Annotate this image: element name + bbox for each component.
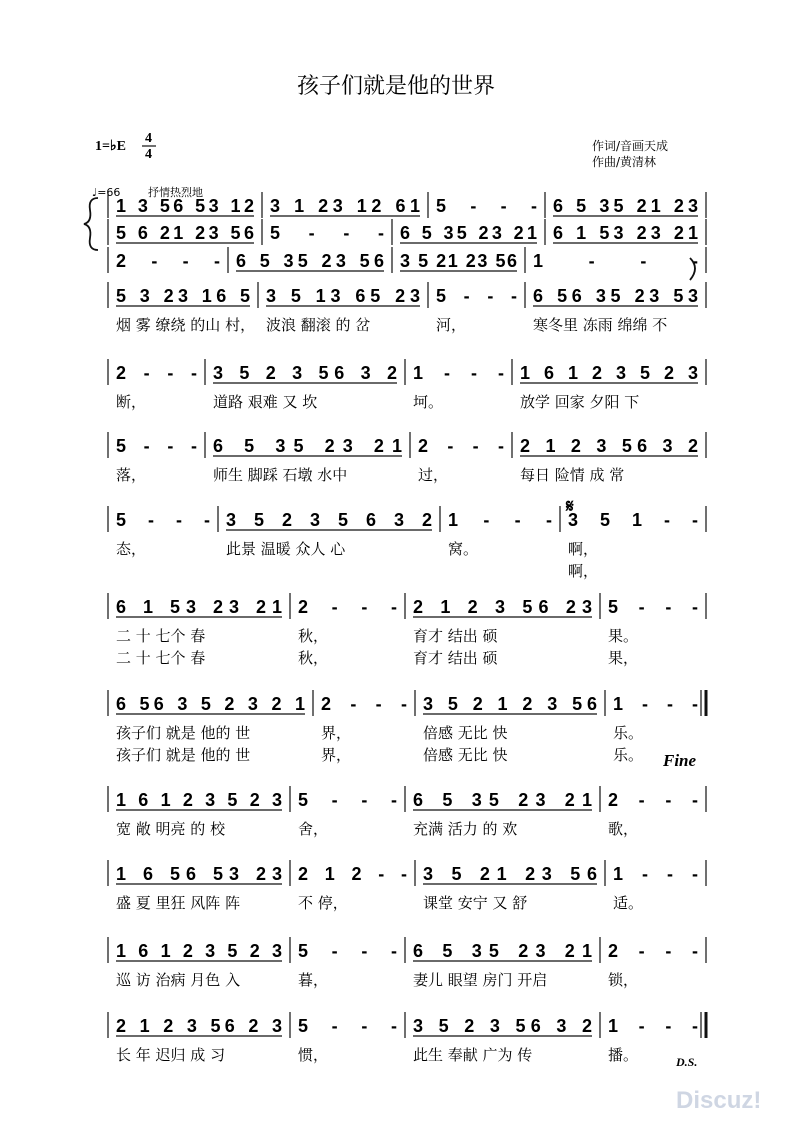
tempo-mark: ♩=66 (92, 186, 121, 199)
lyric-text: 育才 结出 硕 (413, 649, 498, 667)
measure-notes: 3 5 1 - - (568, 510, 698, 530)
measure-notes: 5 - - - (436, 286, 517, 306)
measure-notes: 5 - - - (116, 510, 210, 530)
measure-notes: 2 1 2 - - (298, 864, 407, 884)
lyric-text: 妻儿 眼望 房门 开启 (413, 971, 548, 989)
lyric-text: 不 停， (298, 894, 348, 912)
lyric-text: 道路 艰难 又 坎 (213, 393, 318, 411)
lyric-text: 适。 (613, 894, 644, 912)
measure-notes: 1 - - - (608, 1016, 698, 1036)
score-row (108, 690, 706, 764)
lyric-text: 倍感 无比 快 (423, 746, 508, 764)
lyric-text: 此生 奉献 广为 传 (413, 1046, 533, 1064)
time-signature-bottom: 4 (145, 147, 152, 162)
lyric-text: 波浪 翻滚 的 岔 (266, 316, 371, 334)
lyric-text: 态， (116, 540, 147, 558)
lyric-text: 乐。 (613, 746, 644, 764)
lyric-text: 孩子们 就是 他的 世 (116, 746, 251, 764)
lyric-text: 界， (321, 746, 352, 764)
ds-mark: D.S. (676, 1055, 698, 1069)
score-row (108, 593, 706, 667)
lyric-text: 二 十 七个 春 (116, 649, 206, 667)
lyric-text: 长 年 迟归 成 习 (116, 1046, 226, 1064)
measure-notes: 3 5 21 23 56 (423, 864, 597, 884)
measure-notes: 6 5 35 23 21 (400, 223, 537, 243)
measure-notes: 6 5 35 23 21 (413, 941, 592, 961)
composer-credit: 作曲/黄清林 (592, 155, 657, 169)
measure-notes: 6 5 35 23 21 (413, 790, 592, 810)
lyric-text: 歌， (608, 820, 639, 838)
lyric-text: 此景 温暖 众人 心 (226, 540, 346, 558)
lyric-text: 孩子们 就是 他的 世 (116, 724, 251, 742)
lyric-text: 二 十 七个 春 (116, 627, 206, 645)
lyric-text: 果， (608, 649, 639, 667)
score-row (108, 247, 706, 273)
measure-notes: 1 - - - (613, 864, 698, 884)
measure-notes: 6 5 35 23 56 (236, 251, 384, 271)
measure-notes: 2 - - - (608, 790, 698, 810)
lyric-text: 舍， (298, 820, 329, 838)
measure-notes: 2 1 2 3 56 2 3 (116, 1016, 282, 1036)
score-row (108, 219, 706, 245)
measure-notes: 3 5 2 3 56 3 2 (213, 363, 397, 383)
lyric-text: 果。 (608, 627, 639, 645)
lyric-text: 惯， (298, 1046, 329, 1064)
measure-notes: 1 - - - (413, 363, 504, 383)
lyric-text: 烟 雾 缭绕 的山 村， (116, 316, 256, 334)
lyric-text: 啊， (568, 540, 599, 558)
score-row (108, 937, 706, 989)
measure-notes: 2 - - - (298, 597, 397, 617)
measure-notes: 1 - - - (613, 694, 698, 714)
measure-notes: 1 6 1 2 3 5 2 3 (520, 363, 698, 383)
lyric-text: 秋， (298, 649, 329, 667)
score-row (108, 786, 706, 838)
measure-notes: 3 1 23 12 61 (270, 196, 420, 216)
measure-notes: 1 6 1 2 3 5 2 3 (116, 941, 282, 961)
fine-mark: Fine (663, 751, 697, 770)
measure-notes: 2 1 2 3 56 3 2 (520, 436, 698, 456)
measure-notes: 5 - - - (298, 1016, 397, 1036)
score-row (108, 1012, 706, 1064)
intro-brace (84, 198, 98, 250)
lyric-text: 断， (116, 393, 147, 411)
measure-notes: 1 6 1 2 3 5 2 3 (116, 790, 282, 810)
measure-notes: 3 5 21 23 56 (400, 251, 517, 271)
measure-notes: 1 3 56 53 12 (116, 196, 254, 216)
measure-notes: 6 56 3 5 2 3 2 1 (116, 694, 305, 714)
measure-notes: 2 1 2 3 56 23 (413, 597, 592, 617)
lyric-text: 界， (321, 724, 352, 742)
discuz-watermark: Discuz! (676, 1087, 762, 1114)
measure-notes: 5 - - - (436, 196, 537, 216)
measure-notes: 5 - - - (298, 941, 397, 961)
measure-notes: 5 6 21 23 56 (116, 223, 254, 243)
score-row (108, 282, 706, 334)
measure-notes: 6 5 35 23 21 (213, 436, 402, 456)
measure-notes: 5 - - - (298, 790, 397, 810)
key-signature: 1=♭E (95, 139, 126, 154)
score-row (108, 506, 706, 580)
measure-notes: 6 56 35 23 53 (533, 286, 698, 306)
measure-notes: 1 - - - (533, 251, 698, 271)
measure-notes: 6 1 53 23 21 (116, 597, 282, 617)
measure-notes: 2 - - - (116, 363, 197, 383)
measure-notes: 2 - - - (116, 251, 220, 271)
measure-notes: 5 3 23 16 5 (116, 286, 250, 306)
lyric-text: 倍感 无比 快 (423, 724, 508, 742)
measure-notes: 2 - - - (608, 941, 698, 961)
measure-notes: 5 - - - (116, 436, 197, 456)
measure-notes: 1 6 56 53 23 (116, 864, 282, 884)
lyric-text: 宽 敞 明亮 的 校 (116, 820, 226, 838)
lyric-text: 落， (116, 466, 147, 484)
measure-notes: 5 - - - (608, 597, 698, 617)
segno-mark: 𝄋 (566, 496, 574, 517)
measure-notes: 5 - - - (270, 223, 384, 243)
measure-notes: 6 5 35 21 23 (553, 196, 698, 216)
score-row (108, 192, 706, 218)
lyric-text: 充满 活力 的 欢 (413, 820, 518, 838)
lyric-text: 师生 脚踩 石墩 水中 (213, 466, 348, 484)
time-signature-top: 4 (145, 131, 152, 146)
lyric-text: 每日 险情 成 常 (520, 466, 625, 484)
lyric-text: 河， (436, 316, 467, 334)
measure-notes: 2 - - - (321, 694, 407, 714)
lyricist-credit: 作词/音画天成 (592, 139, 669, 153)
expression-mark: 抒情热烈地 (148, 186, 203, 199)
lyric-text: 播。 (608, 1046, 639, 1064)
lyric-text: 暮， (298, 971, 329, 989)
lyric-text: 寒冬里 冻雨 绵绵 不 (533, 316, 668, 334)
lyric-text: 秋， (298, 627, 329, 645)
lyric-text: 过， (418, 466, 449, 484)
measure-notes: 3 5 2 3 56 3 2 (413, 1016, 592, 1036)
lyric-text: 育才 结出 硕 (413, 627, 498, 645)
score-row (108, 359, 706, 411)
score-rows (84, 192, 706, 1064)
lyric-text: 课堂 安宁 又 舒 (423, 894, 528, 912)
score-row (108, 432, 706, 484)
measure-notes: 1 - - - (448, 510, 552, 530)
lyric-text: 乐。 (613, 724, 644, 742)
lyric-text: 巡 访 治病 月色 入 (116, 971, 241, 989)
measure-notes: 3 5 2 1 2 3 56 (423, 694, 597, 714)
lyric-text: 锁， (608, 971, 639, 989)
measure-notes: 3 5 2 3 5 6 3 2 (226, 510, 432, 530)
measure-notes: 2 - - - (418, 436, 504, 456)
lyric-text: 啊， (568, 562, 599, 580)
lyric-text: 窝。 (448, 540, 479, 558)
score-row (108, 860, 706, 912)
measure-notes: 6 1 53 23 21 (553, 223, 698, 243)
lyric-text: 盛 夏 里狂 风阵 阵 (116, 894, 241, 912)
measure-notes: 3 5 13 65 23 (266, 286, 420, 306)
lyric-text: 坷。 (413, 393, 444, 411)
song-title: 孩子们就是他的世界 (296, 74, 496, 99)
lyric-text: 放学 回家 夕阳 下 (520, 393, 640, 411)
